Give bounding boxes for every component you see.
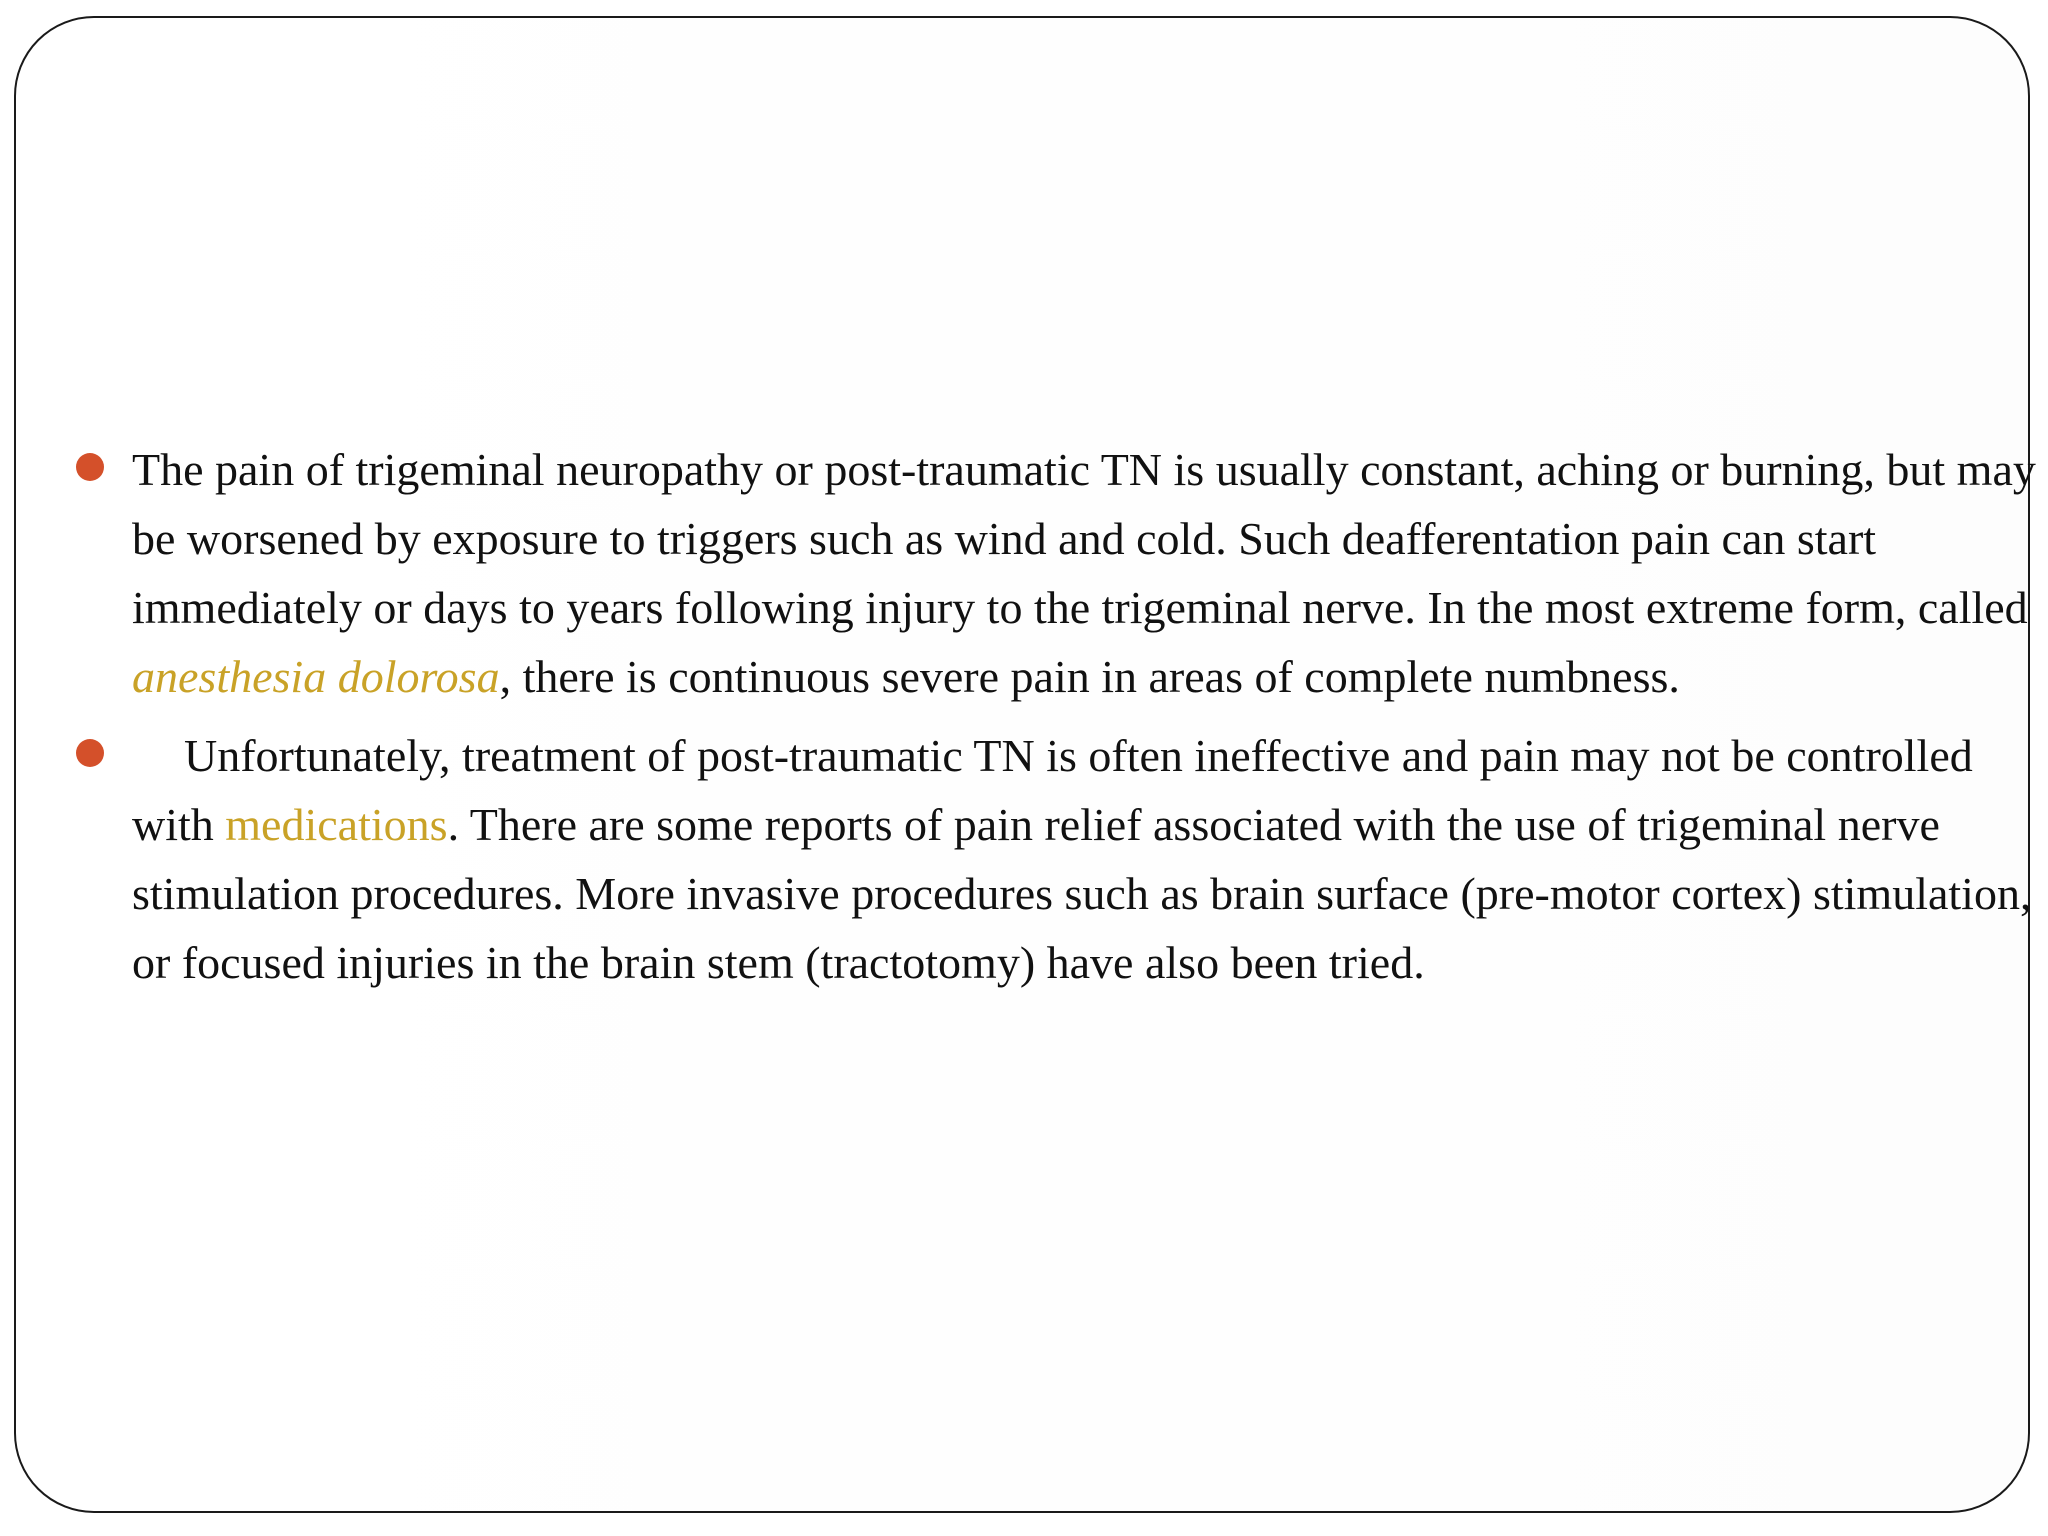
bullet-1-text-after: , there is continuous severe pain in areas of complete numbness. (499, 651, 1680, 702)
bullet-2-text: Unfortunately, treatment of post-traumatic TN is often ineffective and pain may not be controlled with (132, 730, 1973, 850)
slide-content (66, 435, 2041, 1007)
bullet-item-2 (66, 721, 2041, 997)
bullet-1-text: The pain of trigeminal neuropathy or post-traumatic TN is usually constant, aching or burning, but may be worsened by exposure to triggers such as wind and cold. Such deafferentation pain can start immediately or days to years following injury to the trigeminal nerve. In the most extreme form, called (132, 444, 2036, 633)
bullet-item-1 (66, 435, 2041, 711)
bullet-2-text-after: . There are some reports of pain relief associated with the use of trigeminal nerve stimulation procedures. More invasive procedures such as brain surface (pre-motor cortex) stimulation, or focused injuries in the brain stem (tractotomy) have also been tried. (132, 799, 2032, 988)
bullet-dot-icon (76, 453, 104, 481)
bullet-dot-icon (76, 739, 104, 767)
bullet-2-highlight[interactable]: medications (225, 799, 448, 850)
bullet-1-highlight[interactable]: anesthesia dolorosa (132, 651, 500, 702)
